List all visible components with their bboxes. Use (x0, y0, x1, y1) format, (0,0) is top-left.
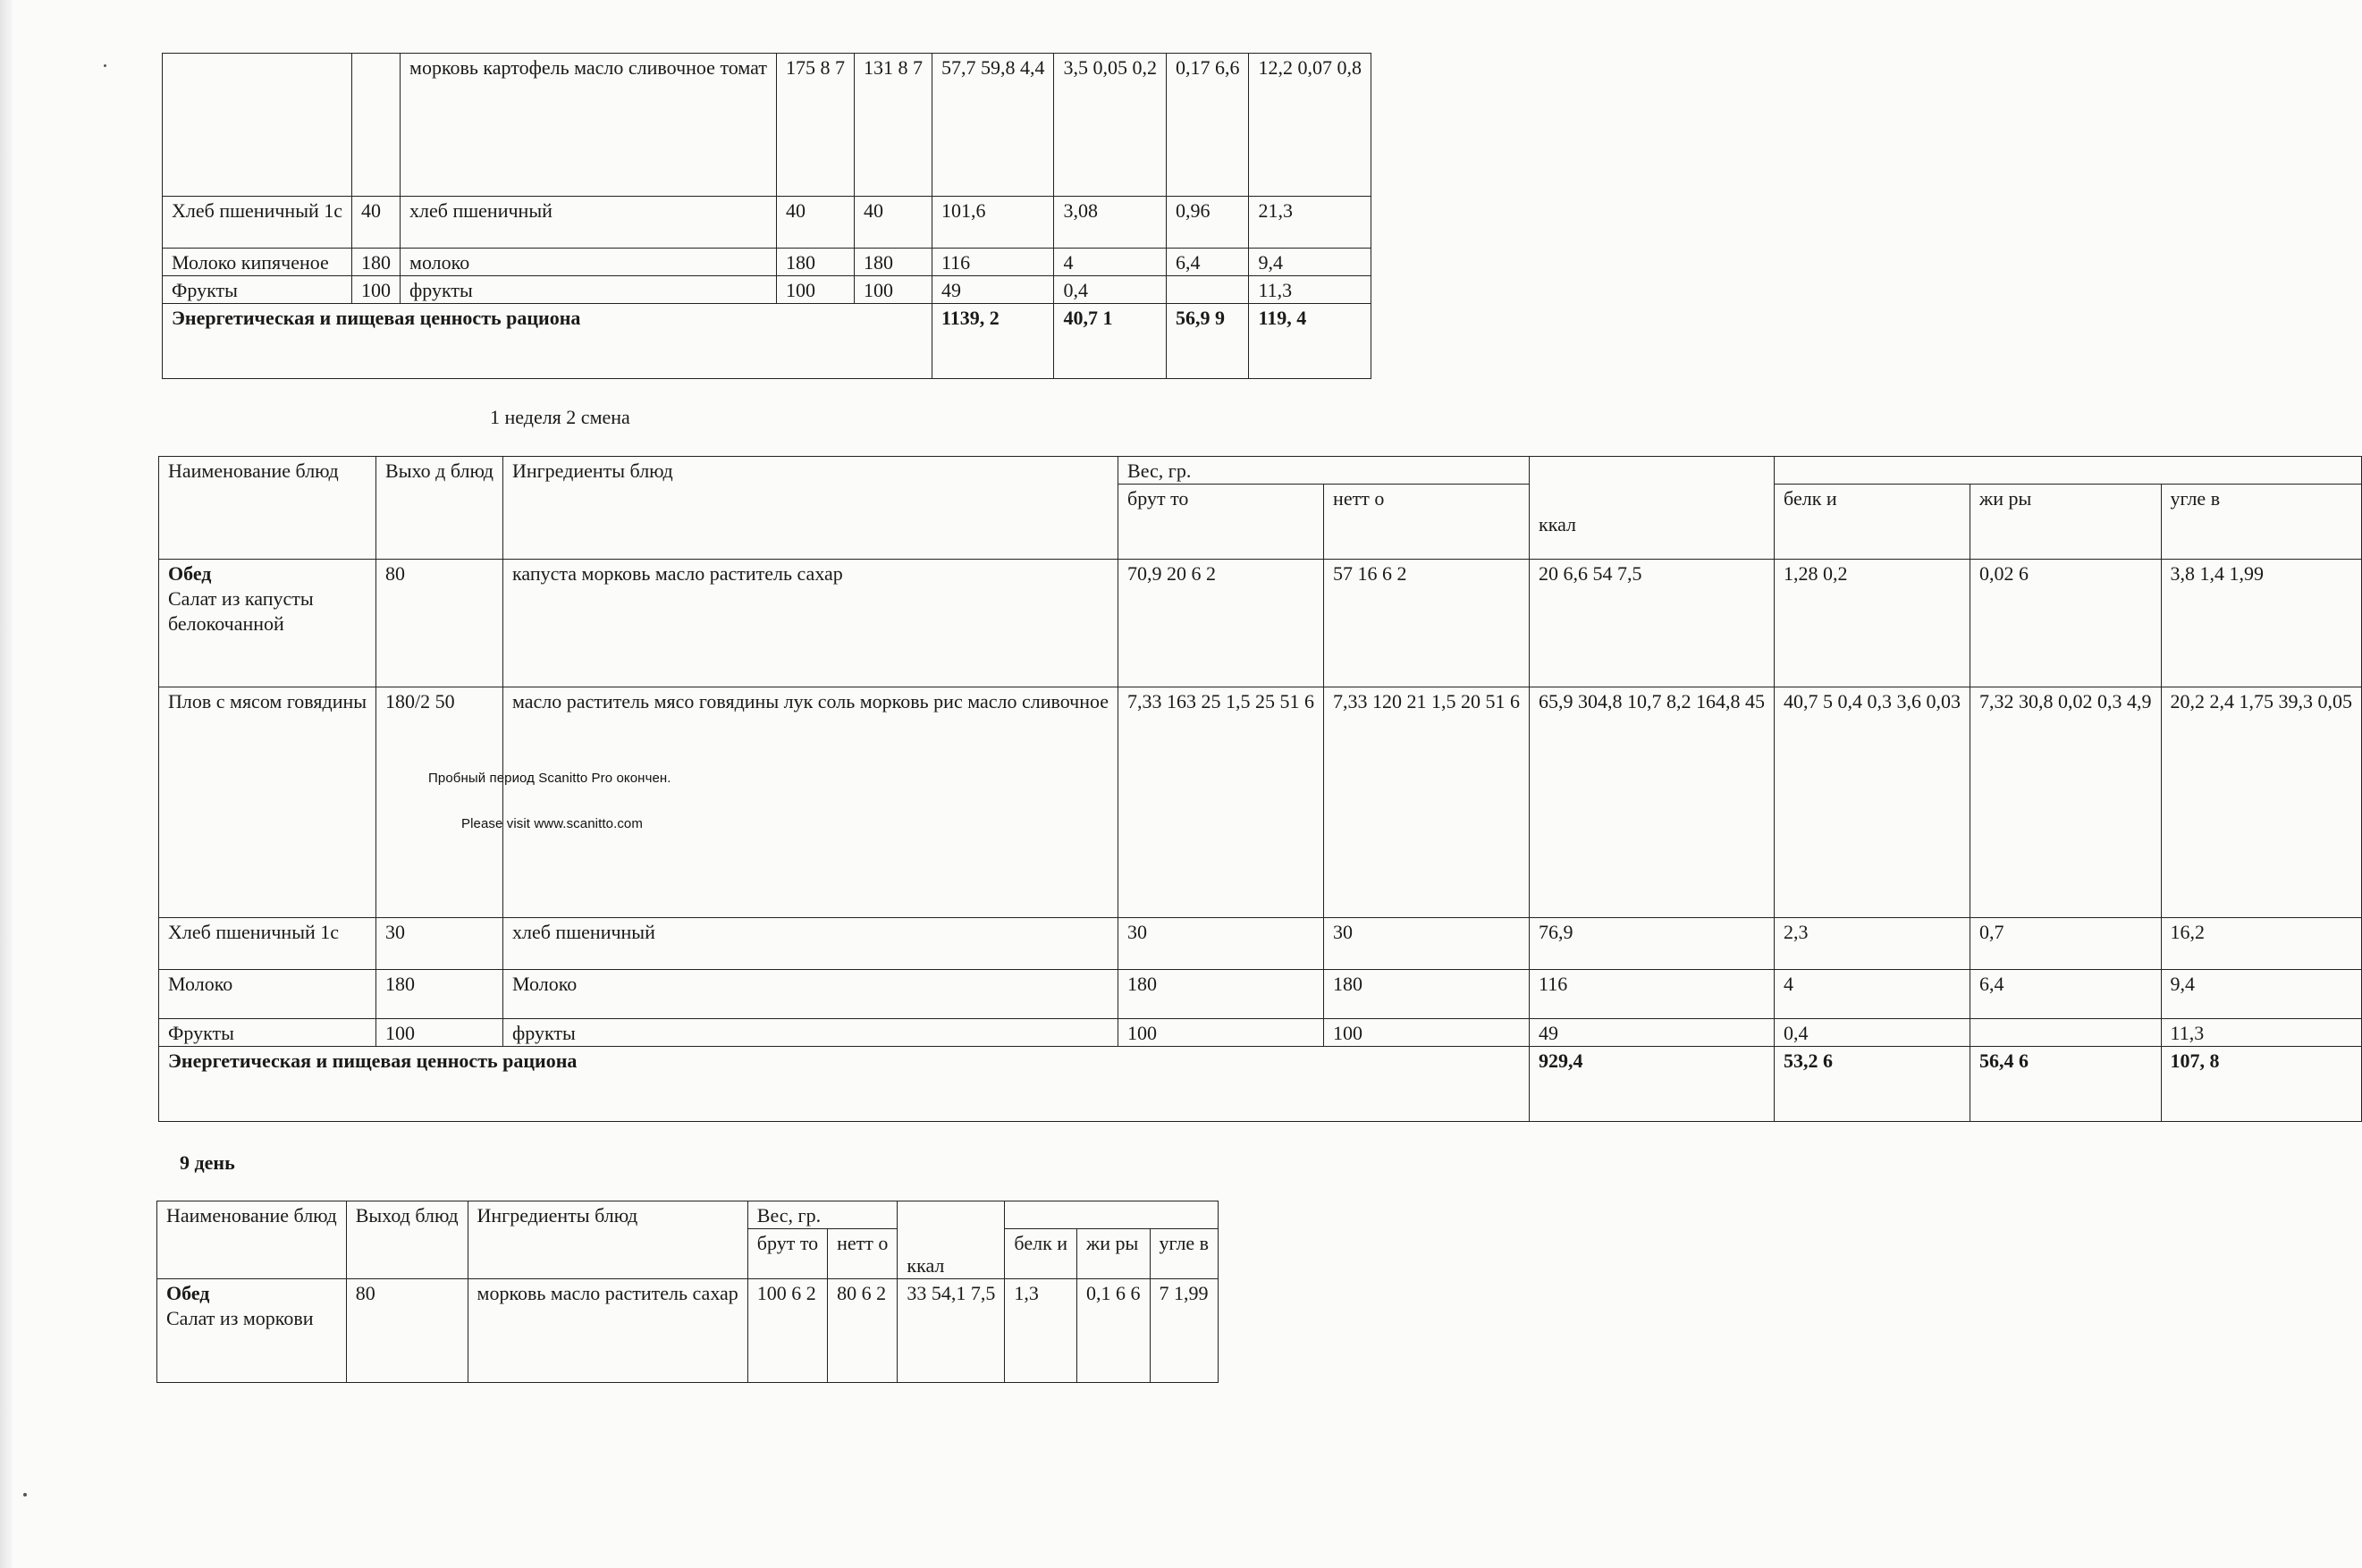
netto-cell: 40 (854, 197, 932, 249)
header-output: Выход блюд (346, 1201, 468, 1279)
ingredients-cell: Молоко (503, 970, 1118, 1019)
dish-name-cell: Хлеб пшеничный 1с (163, 197, 352, 249)
dish-name: Салат из капусты белокочанной (168, 587, 314, 635)
total-label: Энергетическая и пищевая ценность рациона (159, 1047, 1530, 1122)
dish-name-cell: Хлеб пшеничный 1с (159, 918, 376, 970)
header-ingredients: Ингредиенты блюд (503, 457, 1118, 560)
fat-cell: 0,1 6 6 (1077, 1279, 1151, 1383)
table-row (163, 197, 1371, 249)
table-row (157, 1279, 1219, 1383)
kcal-cell: 49 (1530, 1019, 1775, 1047)
table-row (159, 687, 2362, 918)
carbs-cell: 16,2 (2161, 918, 2362, 970)
total-label: Энергетическая и пищевая ценность рациона (163, 304, 932, 379)
total-fat: 56,4 6 (1970, 1047, 2162, 1122)
dish-name: Салат из моркови (166, 1307, 314, 1329)
fat-cell: 6,4 (1970, 970, 2162, 1019)
protein-cell: 3,08 (1054, 197, 1167, 249)
day-caption: 9 день (180, 1151, 235, 1174)
dish-name-cell: Фрукты (159, 1019, 376, 1047)
table-row (159, 918, 2362, 970)
ingredients-cell: хлеб пшеничный (503, 918, 1118, 970)
ingredients-cell: морковь картофель масло сливочное томат (401, 54, 777, 197)
header-fat: жи ры (1970, 485, 2162, 560)
brutto-cell: 7,33 163 25 1,5 25 51 6 (1118, 687, 1324, 918)
fat-cell (1970, 1019, 2162, 1047)
table-row (159, 1019, 2362, 1047)
section-caption: 1 неделя 2 смена (490, 406, 630, 428)
dish-name-cell (163, 54, 352, 197)
brutto-cell: 180 (1118, 970, 1324, 1019)
netto-cell: 100 (854, 276, 932, 304)
total-protein: 40,7 1 (1054, 304, 1167, 379)
fat-cell: 0,17 6,6 (1166, 54, 1249, 197)
total-row (159, 1047, 2362, 1122)
header-brutto: брут то (1118, 485, 1324, 560)
brutto-cell: 100 (776, 276, 854, 304)
ingredients-cell: фрукты (401, 276, 777, 304)
header-netto: нетт о (1324, 485, 1530, 560)
kcal-cell: 76,9 (1530, 918, 1775, 970)
header-netto: нетт о (828, 1229, 898, 1279)
table-row (163, 54, 1371, 197)
menu-table-2 (158, 456, 2362, 1122)
protein-cell: 1,28 0,2 (1775, 560, 1970, 687)
kcal-cell: 65,9 304,8 10,7 8,2 164,8 45 (1530, 687, 1775, 918)
total-fat: 56,9 9 (1166, 304, 1249, 379)
kcal-cell: 20 6,6 54 7,5 (1530, 560, 1775, 687)
table-header-row (159, 457, 2362, 485)
header-nutrients-blank (1005, 1201, 1219, 1229)
fat-cell: 7,32 30,8 0,02 0,3 4,9 (1970, 687, 2162, 918)
output-cell: 180 (352, 249, 401, 276)
brutto-cell: 180 (776, 249, 854, 276)
output-cell: 100 (352, 276, 401, 304)
header-carbs: угле в (2161, 485, 2362, 560)
protein-cell: 4 (1054, 249, 1167, 276)
table-row (163, 249, 1371, 276)
table-row (159, 970, 2362, 1019)
carbs-cell: 11,3 (2161, 1019, 2362, 1047)
header-fat: жи ры (1077, 1229, 1151, 1279)
carbs-cell: 3,8 1,4 1,99 (2161, 560, 2362, 687)
protein-cell: 0,4 (1054, 276, 1167, 304)
dish-name-cell (157, 1279, 347, 1383)
fat-cell: 0,96 (1166, 197, 1249, 249)
kcal-cell: 101,6 (932, 197, 1054, 249)
table-header-row (157, 1201, 1219, 1229)
meal-label: Обед (166, 1282, 210, 1304)
header-weight: Вес, гр. (747, 1201, 898, 1229)
brutto-cell: 100 (1118, 1019, 1324, 1047)
ingredients-cell: капуста морковь масло раститель сахар (503, 560, 1118, 687)
dish-name-cell: Молоко кипяченое (163, 249, 352, 276)
protein-cell: 40,7 5 0,4 0,3 3,6 0,03 (1775, 687, 1970, 918)
ingredients-cell: фрукты (503, 1019, 1118, 1047)
header-dish: Наименование блюд (157, 1201, 347, 1279)
output-cell: 80 (346, 1279, 468, 1383)
carbs-cell: 21,3 (1249, 197, 1371, 249)
fat-cell: 6,4 (1166, 249, 1249, 276)
total-row (163, 304, 1371, 379)
ingredients-cell: масло раститель мясо говядины лук соль морковь рис масло сливочное (503, 687, 1118, 918)
header-ingredients: Ингредиенты блюд (468, 1201, 747, 1279)
header-output: Выхо д блюд (376, 457, 503, 560)
carbs-cell: 9,4 (1249, 249, 1371, 276)
menu-table-1 (162, 53, 1371, 379)
fat-cell (1166, 276, 1249, 304)
header-kcal: ккал (898, 1201, 1005, 1279)
header-weight: Вес, гр. (1118, 457, 1530, 485)
kcal-cell: 49 (932, 276, 1054, 304)
kcal-cell: 116 (932, 249, 1054, 276)
meal-label: Обед (168, 562, 212, 585)
scan-edge (0, 0, 13, 1568)
carbs-cell: 12,2 0,07 0,8 (1249, 54, 1371, 197)
output-cell: 180/2 50 (376, 687, 503, 918)
total-carbs: 107, 8 (2161, 1047, 2362, 1122)
watermark-line-1: Пробный период Scanitto Pro окончен. (428, 771, 671, 786)
fat-cell: 0,7 (1970, 918, 2162, 970)
table-row (163, 276, 1371, 304)
output-cell: 40 (352, 197, 401, 249)
output-cell: 100 (376, 1019, 503, 1047)
header-nutrients-blank (1775, 457, 2362, 485)
dish-name-cell (159, 560, 376, 687)
netto-cell: 100 (1324, 1019, 1530, 1047)
protein-cell: 1,3 (1005, 1279, 1077, 1383)
total-kcal: 929,4 (1530, 1047, 1775, 1122)
brutto-cell: 175 8 7 (776, 54, 854, 197)
dish-name-cell: Плов с мясом говядины (159, 687, 376, 918)
netto-cell: 180 (854, 249, 932, 276)
protein-cell: 3,5 0,05 0,2 (1054, 54, 1167, 197)
kcal-cell: 33 54,1 7,5 (898, 1279, 1005, 1383)
header-protein: белк и (1005, 1229, 1077, 1279)
header-carbs: угле в (1150, 1229, 1219, 1279)
netto-cell: 80 6 2 (828, 1279, 898, 1383)
netto-cell: 57 16 6 2 (1324, 560, 1530, 687)
ingredients-cell: хлеб пшеничный (401, 197, 777, 249)
protein-cell: 4 (1775, 970, 1970, 1019)
total-carbs: 119, 4 (1249, 304, 1371, 379)
header-protein: белк и (1775, 485, 1970, 560)
netto-cell: 7,33 120 21 1,5 20 51 6 (1324, 687, 1530, 918)
total-protein: 53,2 6 (1775, 1047, 1970, 1122)
dish-name-cell: Молоко (159, 970, 376, 1019)
ingredients-cell: морковь масло раститель сахар (468, 1279, 747, 1383)
scan-speck (23, 1493, 27, 1496)
output-cell (352, 54, 401, 197)
fat-cell: 0,02 6 (1970, 560, 2162, 687)
protein-cell: 2,3 (1775, 918, 1970, 970)
scan-speck (104, 64, 106, 67)
table-row (159, 560, 2362, 687)
netto-cell: 30 (1324, 918, 1530, 970)
carbs-cell: 11,3 (1249, 276, 1371, 304)
brutto-cell: 30 (1118, 918, 1324, 970)
total-kcal: 1139, 2 (932, 304, 1054, 379)
output-cell: 80 (376, 560, 503, 687)
kcal-cell: 116 (1530, 970, 1775, 1019)
output-cell: 180 (376, 970, 503, 1019)
brutto-cell: 100 6 2 (747, 1279, 827, 1383)
header-kcal: ккал (1530, 457, 1775, 560)
header-dish: Наименование блюд (159, 457, 376, 560)
dish-name-cell: Фрукты (163, 276, 352, 304)
menu-table-3 (156, 1201, 1219, 1383)
brutto-cell: 70,9 20 6 2 (1118, 560, 1324, 687)
netto-cell: 131 8 7 (854, 54, 932, 197)
output-cell: 30 (376, 918, 503, 970)
kcal-cell: 57,7 59,8 4,4 (932, 54, 1054, 197)
carbs-cell: 20,2 2,4 1,75 39,3 0,05 (2161, 687, 2362, 918)
header-brutto: брут то (747, 1229, 827, 1279)
protein-cell: 0,4 (1775, 1019, 1970, 1047)
carbs-cell: 7 1,99 (1150, 1279, 1219, 1383)
ingredients-cell: молоко (401, 249, 777, 276)
brutto-cell: 40 (776, 197, 854, 249)
carbs-cell: 9,4 (2161, 970, 2362, 1019)
watermark-line-2: Please visit www.scanitto.com (461, 816, 643, 831)
netto-cell: 180 (1324, 970, 1530, 1019)
